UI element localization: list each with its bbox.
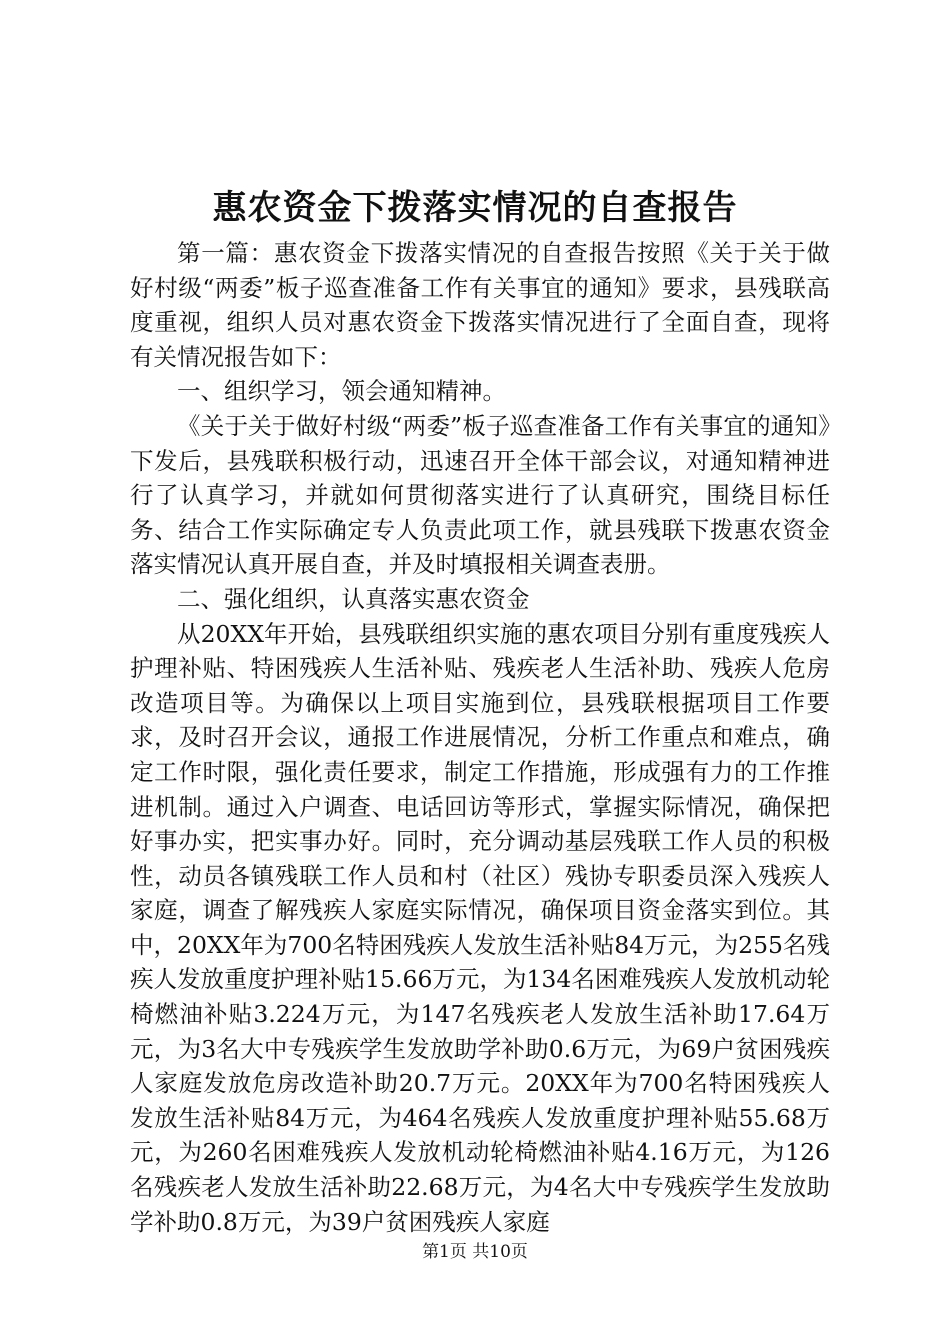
section-heading-2: 二、强化组织，认真落实惠农资金 [177, 584, 530, 613]
page-footer: 第1页 共10页 [422, 1242, 528, 1262]
document-body [130, 236, 830, 1239]
paragraph-section-1: 《关于关于做好村级“两委”板子巡查准备工作有关事宜的通知》下发后，县残联积极行动，迅速召开全体干部会议，对通知精神进行了认真学习，并就如何贯彻落实进行了认真研究，围绕目标任务、结合工作实际确定专人负责此项工作，就县残联下拨惠农资金落实情况认真开展自查，并及时填报相关调查表册。 [130, 411, 830, 579]
section-heading-1: 一、组织学习，领会通知精神。 [177, 377, 506, 406]
paragraph-section-2: 从20XX年开始，县残联组织实施的惠农项目分别有重度残疾人护理补贴、特困残疾人生活补贴、残疾老人生活补助、残疾人危房改造项目等。为确保以上项目实施到位，县残联根据项目工作要求，及时召开会议，通报工作进展情况，分析工作重点和难点，确定工作时限，强化责任要求，制定工作措施，形成强有力的工作推进机制。通过入户调查、电话回访等形式，掌握实际情况，确保把好事办实，把实事办好。同时，充分调动基层残联工作人员的积极性，动员各镇残联工作人员和村（社区）残协专职委员深入残疾人家庭，调查了解残疾人家庭实际情况，确保项目资金落实到位。其中，20XX年为700名特困残疾人发放生活补贴84万元，为255名残疾人发放重度护理补贴15.66万元，为134名困难残疾人发放机动轮椅燃油补贴3.224万元，为147名残疾老人发放生活补助17.64万元，为3名大中专残疾学生发放助学补助0.6万元，为69户贫困残疾人家庭发放危房改造补助20.7万元。20XX年为700名特困残疾人发放生活补贴84万元，为464名残疾人发放重度护理补贴55.68万元，为260名困难残疾人发放机动轮椅燃油补贴4.16万元，为126名残疾老人发放生活补助22.68万元，为4名大中专残疾学生发放助学补助0.8万元，为39户贫困残疾人家庭 [130, 619, 830, 1236]
document-title: 惠农资金下拨落实情况的自查报告 [212, 188, 738, 228]
paragraph-intro: 第一篇：惠农资金下拨落实情况的自查报告按照《关于关于做好村级“两委”板子巡查准备工作有关事宜的通知》要求，县残联高度重视，组织人员对惠农资金下拨落实情况进行了全面自查，现将有关情况报告如下： [130, 239, 830, 371]
